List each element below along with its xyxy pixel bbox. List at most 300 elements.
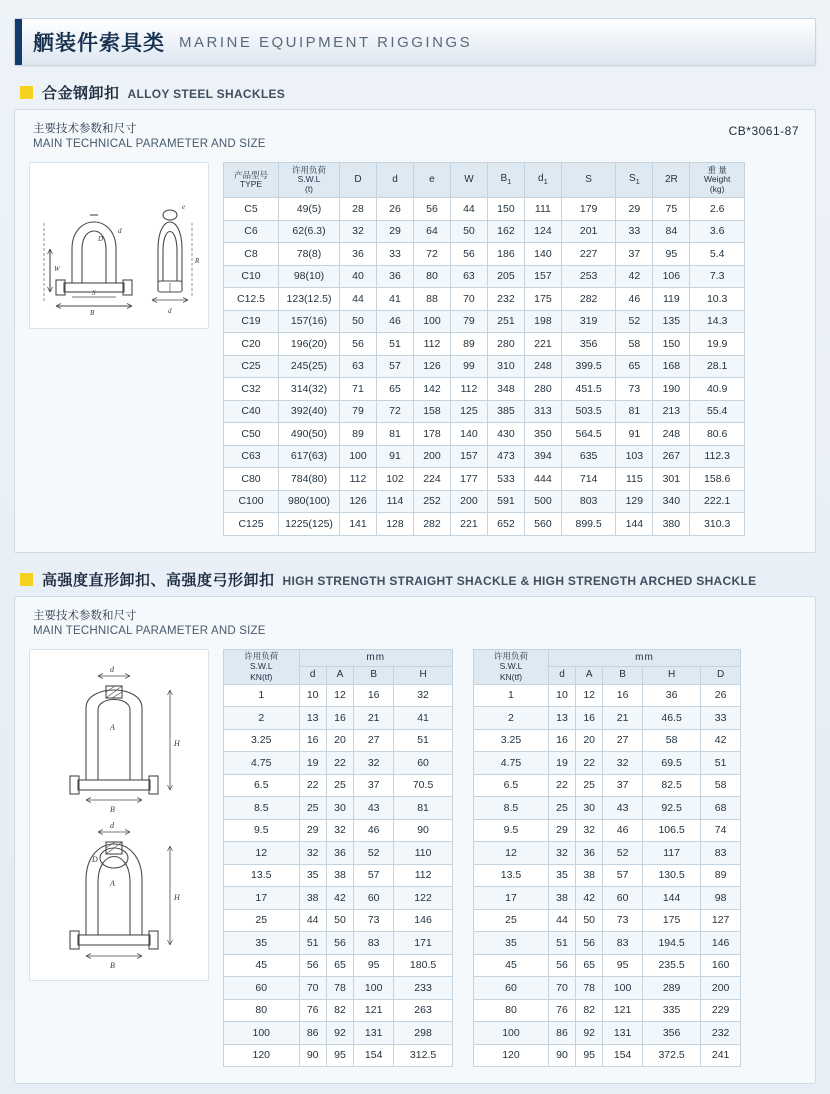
table-cell: 78 [576,977,603,1000]
table-cell: 248 [524,355,561,378]
table-cell: 32 [326,819,353,842]
table-cell: 154 [354,1044,394,1067]
table-cell: 394 [524,445,561,468]
table-cell: 3.6 [690,220,745,243]
section1-drawing [29,162,209,329]
table-cell: 282 [561,288,615,311]
table-cell: 280 [487,333,524,356]
table-cell: 16 [354,684,394,707]
table-cell: 51 [701,752,741,775]
table-cell: 52 [354,842,394,865]
table-row [474,729,741,752]
table-cell: 44 [299,909,326,932]
table-cell: 200 [450,490,487,513]
table-cell: 38 [548,887,575,910]
table-cell: 89 [340,423,377,446]
table-cell: 40 [340,265,377,288]
table-cell: 83 [603,932,643,955]
table-cell: 32 [299,842,326,865]
section1-subtitle-en: MAIN TECHNICAL PARAMETER AND SIZE [33,138,266,150]
col-swl: 许用负荷 S.W.L (t) [279,163,340,198]
table-cell: 127 [701,909,741,932]
table-cell: 21 [354,707,394,730]
table-cell: 714 [561,468,615,491]
table-cell: 245(25) [279,355,340,378]
table-cell: 91 [616,423,653,446]
table-cell: 51 [394,729,453,752]
table-cell: 58 [642,729,700,752]
table-cell: 28.1 [690,355,745,378]
table-cell: 35 [548,864,575,887]
table-row [224,490,745,513]
table-cell: 100 [413,310,450,333]
table-cell: 56 [299,954,326,977]
table-cell: 168 [653,355,690,378]
table-cell: 263 [394,999,453,1022]
col-d-arched: d [548,666,575,684]
table-cell: 76 [299,999,326,1022]
table-cell: 154 [603,1044,643,1067]
table-cell: 90 [548,1044,575,1067]
table-cell: 120 [224,1044,300,1067]
table-cell: 35 [299,864,326,887]
table-row [474,932,741,955]
alloy-table-body [224,198,745,536]
table-cell: 356 [642,1022,700,1045]
table-cell: 16 [326,707,353,730]
table-cell: 51 [299,932,326,955]
table-cell: 44 [450,198,487,221]
section2-subtitle [33,609,801,639]
table-row [474,1044,741,1067]
table-cell: 20 [326,729,353,752]
table-cell: 194.5 [642,932,700,955]
table-cell: 65 [576,954,603,977]
table-cell: 126 [413,355,450,378]
table-cell: 68 [701,797,741,820]
table-cell: 90 [394,819,453,842]
table-cell: 37 [354,774,394,797]
table-cell: 4.75 [224,752,300,775]
table-cell: 46 [616,288,653,311]
table-cell: 36 [642,684,700,707]
table-cell: 56 [413,198,450,221]
col-B-straight: B [354,666,394,684]
table-cell: 232 [487,288,524,311]
table-cell: C5 [224,198,279,221]
table-row [474,864,741,887]
table-cell: 310.3 [690,513,745,536]
table-cell: 1 [474,684,549,707]
table-cell: 9.5 [474,819,549,842]
table-cell: 65 [616,355,653,378]
table-cell: 227 [561,243,615,266]
table-cell: 125 [450,400,487,423]
table-cell: 248 [653,423,690,446]
table-cell: C40 [224,400,279,423]
table-header-row [224,163,745,198]
table-cell: 533 [487,468,524,491]
straight-shackle-table [223,649,453,1068]
table-cell: 91 [376,445,413,468]
label-d-top: d [110,664,114,674]
table-cell: 60 [354,887,394,910]
table-cell: 25 [548,797,575,820]
table-cell: 62(6.3) [279,220,340,243]
col-e: e [413,163,450,198]
table-cell: 52 [616,310,653,333]
table-cell: 179 [561,198,615,221]
table-cell: 95 [354,954,394,977]
table-cell: 591 [487,490,524,513]
table-row [224,1022,453,1045]
table-cell: 65 [376,378,413,401]
table-cell: 50 [340,310,377,333]
table-cell: C12.5 [224,288,279,311]
table-cell: 42 [616,265,653,288]
table-cell: 70 [548,977,575,1000]
table-cell: 114 [376,490,413,513]
table-cell: 27 [354,729,394,752]
table-row [224,932,453,955]
table-cell: 158.6 [690,468,745,491]
label-D: D [98,235,104,243]
table-cell: 280 [524,378,561,401]
table-cell: 13 [548,707,575,730]
table-cell: 213 [653,400,690,423]
table-cell: 26 [701,684,741,707]
table-row [474,797,741,820]
table-cell: 444 [524,468,561,491]
table-cell: 41 [394,707,453,730]
table-cell: 51 [376,333,413,356]
table-cell: 12 [224,842,300,865]
table-cell: 17 [474,887,549,910]
table-cell: 50 [326,909,353,932]
col-d1: $d_1$ [524,163,561,198]
table-cell: 110 [394,842,453,865]
table-cell: 348 [487,378,524,401]
banner-accent-bar [15,19,22,65]
table-cell: 135 [653,310,690,333]
table-row [474,999,741,1022]
table-cell: 80.6 [690,423,745,446]
table-cell: 196(20) [279,333,340,356]
table-cell: 25 [299,797,326,820]
table-cell: 6.5 [224,774,300,797]
col-A-arched: A [576,666,603,684]
label-D-arched: D [92,854,98,864]
table-cell: 27 [603,729,643,752]
table-cell: 9.5 [224,819,300,842]
col-S1: $S_1$ [616,163,653,198]
table-cell: 146 [394,909,453,932]
table-cell: 25 [326,774,353,797]
table-cell: 63 [450,265,487,288]
table-row [224,684,453,707]
table-cell: 46 [603,819,643,842]
table-cell: 8.5 [474,797,549,820]
table-cell: 42 [326,887,353,910]
table-cell: 2 [224,707,300,730]
table-cell: C8 [224,243,279,266]
table-cell: 451.5 [561,378,615,401]
table-cell: 190 [653,378,690,401]
table-cell: 130.5 [642,864,700,887]
table-cell: 19.9 [690,333,745,356]
table-cell: 50 [576,909,603,932]
table-row [224,243,745,266]
table-cell: 22 [326,752,353,775]
table-cell: 899.5 [561,513,615,536]
table-cell: 201 [561,220,615,243]
table-cell: 42 [576,887,603,910]
table-cell: 16 [603,684,643,707]
table-cell: 232 [701,1022,741,1045]
table-cell: 2.6 [690,198,745,221]
table-cell: 142 [413,378,450,401]
col-D-arched: D [701,666,741,684]
table-cell: 65 [326,954,353,977]
table-cell: 32 [340,220,377,243]
table-row [224,288,745,311]
table-cell: 46.5 [642,707,700,730]
table-cell: 652 [487,513,524,536]
table-cell: 55.4 [690,400,745,423]
arched-table-body [474,684,741,1067]
table-cell: 180.5 [394,954,453,977]
table-row [224,400,745,423]
table-cell: 117 [642,842,700,865]
table-cell: 92.5 [642,797,700,820]
table-cell: 51 [548,932,575,955]
table-row [224,1044,453,1067]
table-cell: 92 [576,1022,603,1045]
table-cell: 100 [603,977,643,1000]
table-cell: 20 [576,729,603,752]
table-cell: 82 [576,999,603,1022]
table-cell: 72 [413,243,450,266]
table-cell: 312.5 [394,1044,453,1067]
table-cell: 82 [326,999,353,1022]
table-cell: 38 [326,864,353,887]
table-row [474,774,741,797]
table-cell: 57 [603,864,643,887]
table-cell: 80 [224,999,300,1022]
table-cell: 25 [224,909,300,932]
table-row [474,977,741,1000]
table-cell: 313 [524,400,561,423]
table-row [224,707,453,730]
table-cell: 25 [474,909,549,932]
table-row [224,729,453,752]
banner-title-cn: 舾装件索具类 [33,32,165,55]
section2-heading-cn: 高强度直形卸扣、高强度弓形卸扣 [42,571,275,589]
section1-standard-code: CB*3061-87 [728,124,799,138]
table-cell: C6 [224,220,279,243]
table-cell: 282 [413,513,450,536]
table-cell: 36 [576,842,603,865]
table-cell: 52 [603,842,643,865]
banner-title-en: MARINE EQUIPMENT RIGGINGS [179,33,473,51]
table-cell: 30 [576,797,603,820]
table-cell: 335 [642,999,700,1022]
bullet-square-icon [20,86,33,99]
table-cell: 7.3 [690,265,745,288]
col-d: d [376,163,413,198]
table-cell: 129 [616,490,653,513]
table-row [474,819,741,842]
col-H-arched: H [642,666,700,684]
table-cell: 41 [376,288,413,311]
section2-heading [20,569,816,590]
table-row [224,220,745,243]
table-cell: 314(32) [279,378,340,401]
table-cell: 22 [576,752,603,775]
table-cell: 298 [394,1022,453,1045]
table-cell: 14.3 [690,310,745,333]
section1-panel [14,109,816,553]
table-cell: 128 [376,513,413,536]
table-cell: 36 [376,265,413,288]
table-row [224,977,453,1000]
table-cell: 380 [653,513,690,536]
table-cell: 75 [653,198,690,221]
label-B-straight: B [110,804,115,814]
table-cell: 16 [548,729,575,752]
table-cell: 95 [326,1044,353,1067]
high-strength-shackle-drawing-svg [30,650,208,980]
table-row [224,198,745,221]
table-cell: 60 [603,887,643,910]
table-cell: 253 [561,265,615,288]
table-cell: 46 [354,819,394,842]
table-row [224,265,745,288]
table-cell: 5.4 [690,243,745,266]
label-W: W [54,265,60,273]
table-cell: 36 [340,243,377,266]
table-cell: 32 [548,842,575,865]
table-cell: 80 [474,999,549,1022]
table-cell: 38 [576,864,603,887]
label-d1: d [168,307,172,315]
table-cell: 177 [450,468,487,491]
table-cell: 16 [299,729,326,752]
table-cell: 100 [340,445,377,468]
table-cell: 131 [354,1022,394,1045]
table-cell: 112 [413,333,450,356]
table-cell: 73 [354,909,394,932]
col-d-straight: d [299,666,326,684]
table-cell: 473 [487,445,524,468]
table-cell: 33 [701,707,741,730]
table-cell: 25 [576,774,603,797]
table-cell: 74 [701,819,741,842]
table-cell: C25 [224,355,279,378]
table-cell: 95 [653,243,690,266]
table-cell: 37 [616,243,653,266]
table-cell: 146 [701,932,741,955]
table-cell: 60 [474,977,549,1000]
table-cell: 56 [340,333,377,356]
table-cell: 141 [340,513,377,536]
table-row [474,842,741,865]
table-cell: 106.5 [642,819,700,842]
table-cell: 35 [474,932,549,955]
table-cell: 171 [394,932,453,955]
table-cell: 205 [487,265,524,288]
table-cell: 252 [413,490,450,513]
table-row [224,468,745,491]
table-cell: 112 [340,468,377,491]
table-cell: 98(10) [279,265,340,288]
table-cell: 102 [376,468,413,491]
table-cell: 29 [376,220,413,243]
col-type: 产品型号 TYPE [224,163,279,198]
arched-shackle-table [473,649,741,1068]
straight-table-head [224,649,453,684]
alloy-shackle-table [223,162,745,536]
label-A-arched: A [110,878,115,888]
table-row [474,887,741,910]
table-cell: 63 [340,355,377,378]
table-cell: 56 [548,954,575,977]
table-cell: 222.1 [690,490,745,513]
table-cell: 803 [561,490,615,513]
table-cell: 69.5 [642,752,700,775]
table-row [224,774,453,797]
table-cell: 289 [642,977,700,1000]
table-cell: 21 [603,707,643,730]
table-cell: 58 [701,774,741,797]
table-cell: C10 [224,265,279,288]
alloy-table-head [224,163,745,198]
table-cell: 235.5 [642,954,700,977]
table-row [224,954,453,977]
table-cell: 2 [474,707,549,730]
col-swl-arched: 许用负荷 S.W.L KN(tf) [474,649,549,684]
table-cell: 28 [340,198,377,221]
table-cell: 123(12.5) [279,288,340,311]
label-d: d [118,227,122,235]
table-cell: 45 [224,954,300,977]
table-cell: 43 [603,797,643,820]
table-cell: 95 [576,1044,603,1067]
table-cell: 4.75 [474,752,549,775]
table-row [224,445,745,468]
table-cell: 46 [376,310,413,333]
table-cell: 19 [548,752,575,775]
table-cell: 115 [616,468,653,491]
table-cell: 50 [450,220,487,243]
table-cell: 76 [548,999,575,1022]
straight-table-body [224,684,453,1067]
table-cell: 86 [299,1022,326,1045]
table-cell: 56 [326,932,353,955]
table-row [474,684,741,707]
table-row [474,707,741,730]
table-cell: 13.5 [224,864,300,887]
table-cell: 44 [340,288,377,311]
table-row [224,423,745,446]
table-row [224,999,453,1022]
table-cell: C32 [224,378,279,401]
table-header-row-group [474,649,741,666]
table-cell: 89 [450,333,487,356]
table-cell: 162 [487,220,524,243]
arched-table-head [474,649,741,684]
table-cell: 58 [616,333,653,356]
